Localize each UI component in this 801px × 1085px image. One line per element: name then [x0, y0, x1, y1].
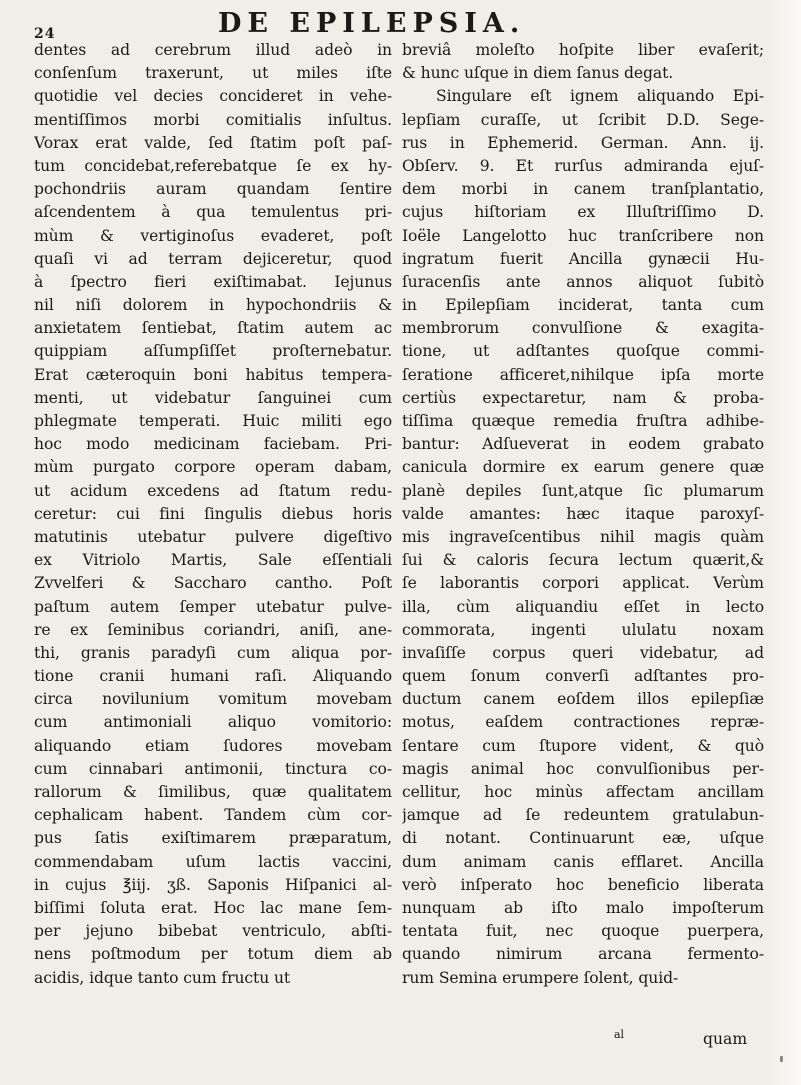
text-line: hoc modo medicinam faciebam. Pri- [34, 435, 392, 454]
page-header [0, 4, 801, 42]
right-text-column [402, 39, 764, 990]
text-line: pochondriis auram quandam ſentire [34, 180, 392, 199]
text-line: jamque ad ſe redeuntem gratulabun- [402, 806, 764, 825]
text-line: nens poſtmodum per totum diem ab [34, 945, 392, 964]
text-line: menti, ut videbatur ſanguinei cum [34, 388, 392, 407]
text-line: magis animal hoc convulſionibus per- [402, 759, 764, 778]
text-line: phlegmate temperati. Huic militi ego [34, 412, 392, 430]
text-line: certiùs expectaretur, nam & proba- [402, 388, 764, 407]
text-line: ductum canem eoſdem illos epilepſiæ [402, 690, 764, 709]
text-line: ſui & caloris ſecura lectum quærit,& [402, 551, 764, 570]
text-line: planè depiles ſunt,atque ſic plumarum [402, 481, 764, 500]
text-line: commendabam uſum lactis vaccini, [34, 852, 392, 871]
text-line: mis ingraveſcentibus nihil magis quàm [402, 527, 764, 546]
text-line: bantur: Adſueverat in eodem grabato [402, 435, 764, 454]
text-line: mùm purgato corpore operam dabam, [34, 458, 392, 477]
text-line: cujus hiſtoriam ex Illuſtriſſimo D. [402, 203, 764, 222]
text-line: tiſſima quæque remedia fruſtra adhibe- [402, 412, 764, 430]
text-line: rum Semina erumpere ſolent, quid- [402, 968, 679, 987]
text-line: quippiam aſſumpſiſſet proſternebatur. [34, 342, 392, 361]
text-line: Ioële Langelotto huc tranſcribere non [402, 226, 764, 245]
text-line: ceretur: cui fini ſingulis diebus horis [34, 504, 392, 523]
text-line: circa novilunium vomitum movebam [34, 690, 392, 709]
text-line: nunquam ab iſto malo impoſterum [402, 898, 764, 917]
text-line: valde amantes: hæc itaque paroxyſ- [402, 504, 764, 523]
text-line: cellitur, hoc minùs affectam ancillam [402, 783, 764, 801]
text-line: ex Vitriolo Martis, Sale eſſentiali [34, 551, 392, 570]
left-text-column [34, 39, 392, 990]
text-line: ingratum fuerit Ancilla gynæcii Hu- [402, 249, 764, 268]
text-line: aſcendentem à qua temulentus pri- [34, 203, 392, 222]
text-line: quaſi vi ad terram dejiceretur, quod [34, 249, 392, 268]
text-line: tione cranii humani raſi. Aliquando [34, 667, 392, 686]
text-line: Erat cæteroquin boni habitus tempera- [34, 365, 392, 384]
text-line: anxietatem ſentiebat, ſtatim autem ac [34, 319, 392, 338]
text-line: cum antimoniali aliquo vomitorio: [34, 713, 392, 732]
text-line: paſtum autem ſemper utebatur pulve- [34, 597, 392, 616]
text-line: breviâ moleſto hoſpite liber evaſerit; [402, 41, 764, 59]
text-line: Obſerv. 9. Et rurſus admiranda ejuſ- [402, 156, 764, 175]
text-line: dem morbi in canem tranſplantatio, [402, 180, 764, 199]
text-line: illa, cùm aliquandiu eſſet in lecto [402, 597, 764, 616]
text-line: pus ſatis exiſtimarem præparatum, [34, 829, 392, 848]
text-line: re ex ſeminibus coriandri, aniſi, ane- [34, 620, 392, 639]
text-line: tione, ut adſtantes quoſque commi- [402, 342, 764, 361]
text-line: mentiſſimos morbi comitialis inſultus. [34, 110, 392, 129]
running-title: DE EPILEPSIA. [218, 8, 526, 39]
text-line: conſenſum traxerunt, ut miles iſte [34, 64, 392, 83]
text-line: ſeratione afficeret,nihilque ipſa morte [402, 365, 764, 384]
text-line: mùm & vertiginoſus evaderet, poſt [34, 226, 392, 245]
text-line: per jejuno bibebat ventriculo, abſti- [34, 922, 392, 941]
text-line: matutinis utebatur pulvere digeſtivo [34, 527, 392, 546]
ink-speck [780, 1056, 783, 1062]
text-line: commorata, ingenti ululatu noxam [402, 620, 764, 639]
catchword: quam [703, 1030, 748, 1048]
text-line: invaſiſſe corpus queri videbatur, ad [402, 643, 764, 662]
text-line: Zvvelferi & Saccharo cantho. Poſt [34, 574, 392, 593]
text-line: quotidie vel decies concideret in vehe- [34, 87, 392, 106]
text-line: quando nimirum arcana fermento- [402, 945, 764, 964]
text-line: ut acidum excedens ad ſtatum redu- [34, 481, 392, 500]
text-line: motus, eaſdem contractiones repræ- [402, 713, 764, 732]
text-line: biſſimi ſoluta erat. Hoc lac mane ſem- [34, 898, 392, 917]
text-line: aliquando etiam ſudores movebam [34, 736, 392, 755]
text-line: acidis, idque tanto cum fructu ut [34, 968, 291, 987]
text-line: di notant. Continuarunt eæ, uſque [402, 829, 764, 848]
text-line: à ſpectro fieri exiſtimabat. Iejunus [34, 272, 392, 291]
text-line: verò inſperato hoc beneficio liberata [402, 875, 764, 894]
text-line: quem ſonum converſi adſtantes pro- [402, 667, 764, 686]
text-line: cum cinnabari antimonii, tinctura co- [34, 759, 392, 778]
text-line: nil niſi dolorem in hypochondriis & [34, 296, 392, 315]
text-line: rus in Ephemerid. German. Ann. ij. [402, 133, 764, 152]
signature-mark: al [614, 1028, 625, 1041]
text-line: tentata fuit, nec quoque puerpera, [402, 922, 764, 941]
text-line: dum animam canis efflaret. Ancilla [402, 852, 764, 871]
page-number: 24 [34, 26, 56, 42]
text-line: dentes ad cerebrum illud adeò in [34, 41, 392, 59]
text-line: in cujus ℥iij. ʒß. Saponis Hiſpanici al- [34, 875, 392, 894]
text-line: thi, granis paradyſi cum aliqua por- [34, 643, 392, 662]
text-line: canicula dormire ex earum genere quæ [402, 458, 764, 477]
text-line: in Epilepſiam inciderat, tanta cum [402, 296, 764, 315]
text-line: Vorax erat valde, ſed ſtatim poſt paſ- [34, 133, 392, 152]
text-line: membrorum convulſione & exagita- [402, 319, 764, 338]
text-line: tum concidebat,referebatque ſe ex hy- [34, 156, 392, 175]
text-line: cephalicam habent. Tandem cùm cor- [34, 806, 392, 825]
text-line: ſuracenſis ante annos aliquot ſubitò [402, 272, 764, 291]
text-line: lepſiam curaſſe, ut ſcribit D.D. Sege- [402, 110, 764, 129]
text-line: & hunc uſque in diem ſanus degat. [402, 64, 674, 83]
text-line: rallorum & ſimilibus, quæ qualitatem [34, 783, 392, 801]
text-line: Singulare eſt ignem aliquando Epi- [436, 87, 764, 106]
text-line: ſe laborantis corpori applicat. Verùm [402, 574, 764, 593]
text-line: ſentare cum ſtupore vident, & quò [402, 736, 764, 755]
